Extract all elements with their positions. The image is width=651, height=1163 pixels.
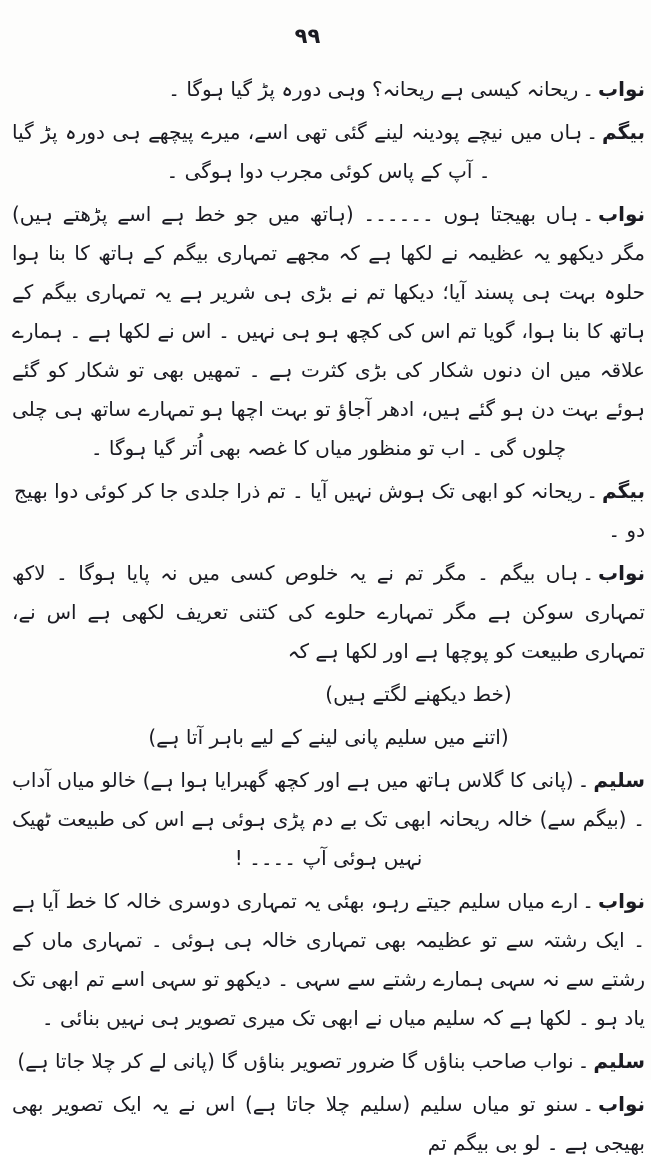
speaker-dash: ۔	[582, 561, 594, 585]
dialogue-text: ریحانہ کیسی ہے ریحانہ؟ وہی دورہ پڑ گیا ہوگا ۔	[168, 77, 579, 101]
speaker-name: بیگم	[602, 120, 645, 144]
stage-direction-text: (اتنے میں سلیم پانی لینے کے لیے باہر آتا ہے)	[148, 725, 509, 749]
speaker-name: سلیم	[593, 768, 645, 792]
speaker-name: بیگم	[602, 479, 645, 503]
speaker-dash: ۔	[586, 120, 598, 144]
speaker-name: نواب	[597, 561, 645, 585]
speaker-name: نواب	[597, 1092, 645, 1116]
stage-direction-text: (خط دیکھنے لگتے ہیں)	[325, 682, 512, 706]
speaker-dash: ۔	[582, 202, 594, 226]
speaker-dash: ۔	[577, 768, 590, 792]
dialogue-text: ہاں میں نیچے پودینہ لینے گئی تھی اسے، میرے پیچھے ہی دورہ پڑ گیا ۔ آپ کے پاس کوئی مجرب دوا ہوگی ۔	[12, 120, 583, 183]
dialogue-paragraph	[12, 761, 645, 878]
dialogue-text: ریحانہ کو ابھی تک ہوش نہیں آیا ۔ تم ذرا جلدی جا کر کوئی دوا بھیج دو ۔	[14, 479, 645, 542]
dialogue-text: ارے میاں سلیم جیتے رہو، بھئی یہ تمہاری دوسری خالہ کا خط آیا ہے ۔ ایک رشتہ سے تو عظیمہ بھی تمہاری خالہ ہی ہوئی ۔ تمہاری ماں کے رشتے سے نہ سہی ہمارے رشتے سے سہی ۔ دیکھو تو سہی اسے تم ابھی تک یاد ہو ۔ لکھا ہے کہ سلیم میاں نے ابھی تک میری تصویر ہی نہیں بنائی ۔	[12, 889, 645, 1030]
speaker-dash: ۔	[582, 77, 594, 101]
speaker-dash: ۔	[582, 889, 594, 913]
dialogue-text: سنو تو میاں سلیم (سلیم چلا جاتا ہے) اس نے یہ ایک تصویر بھی بھیجی ہے ۔ لو بی بیگم تم	[12, 1092, 645, 1155]
dialogue-paragraph	[12, 554, 645, 671]
speaker-dash: ۔	[586, 479, 598, 503]
dialogue-text: ہاں بھیجتا ہوں ۔۔۔۔۔۔ (ہاتھ میں جو خط ہے اسے پڑھتے ہیں) مگر دیکھو یہ عظیمہ نے لکھا ہے کہ مجھے تمہاری بیگم کے ہاتھ کا بنا ہوا حلوہ بہت ہی پسند آیا؛ دیکھا تم نے بڑی ہی شریر ہے یہ تمہاری بیگم کے ہاتھ کا بنا ہوا، گویا تم اس کی کچھ ہو ہی نہیں ۔ اس نے لکھا ہے ۔ ہمارے علاقہ میں ان دنوں شکار کی بڑی کثرت ہے ۔ تمھیں بھی تو شکار کو گئے ہوئے بہت دن ہو گئے ہیں، ادھر آجاؤ تو بہت اچھا ہو تمہارے ساتھ ہی چلی چلوں گی ۔ اب تو منظور میاں کا غصہ بھی اُتر گیا ہوگا ۔	[12, 202, 645, 460]
dialogue-text: نواب صاحب بناؤں گا ضرور تصویر بناؤں گا (پانی لے کر چلا جاتا ہے)	[17, 1049, 574, 1073]
speaker-name: نواب	[597, 202, 645, 226]
dialogue-paragraph	[12, 472, 645, 550]
stage-direction	[12, 718, 645, 757]
speaker-name: نواب	[597, 77, 645, 101]
dialogue-paragraph	[12, 113, 645, 191]
speaker-name: نواب	[597, 889, 645, 913]
stage-direction	[12, 675, 645, 714]
dialogue-paragraph	[12, 1085, 645, 1163]
page-number: ۹۹	[294, 24, 321, 48]
dialogue-paragraph	[12, 70, 645, 109]
speaker-name: سلیم	[593, 1049, 645, 1073]
dialogue-paragraph	[12, 882, 645, 1038]
dialogue-text: (پانی کا گلاس ہاتھ میں ہے اور کچھ گھبرایا ہوا ہے) خالو میاں آداب ۔ (بیگم سے) خالہ ریحانہ ابھی تک بے دم پڑی ہوئی ہے اس کی طبیعت ٹھیک نہیں ہوئی آپ ۔۔۔۔ !	[12, 768, 645, 870]
speaker-dash: ۔	[582, 1092, 594, 1116]
dialogue-block	[0, 48, 651, 1163]
speaker-dash: ۔	[577, 1049, 590, 1073]
dialogue-paragraph	[12, 195, 645, 468]
dialogue-text: ہاں بیگم ۔ مگر تم نے یہ خلوص کسی میں نہ پایا ہوگا ۔ لاکھ تمہاری سوکن ہے مگر تمہارے حلوے کی کتنی تعریف لکھی ہے اس نے، تمہاری طبیعت کو پوچھا ہے اور لکھا ہے کہ	[12, 561, 645, 663]
dialogue-paragraph	[12, 1042, 645, 1081]
